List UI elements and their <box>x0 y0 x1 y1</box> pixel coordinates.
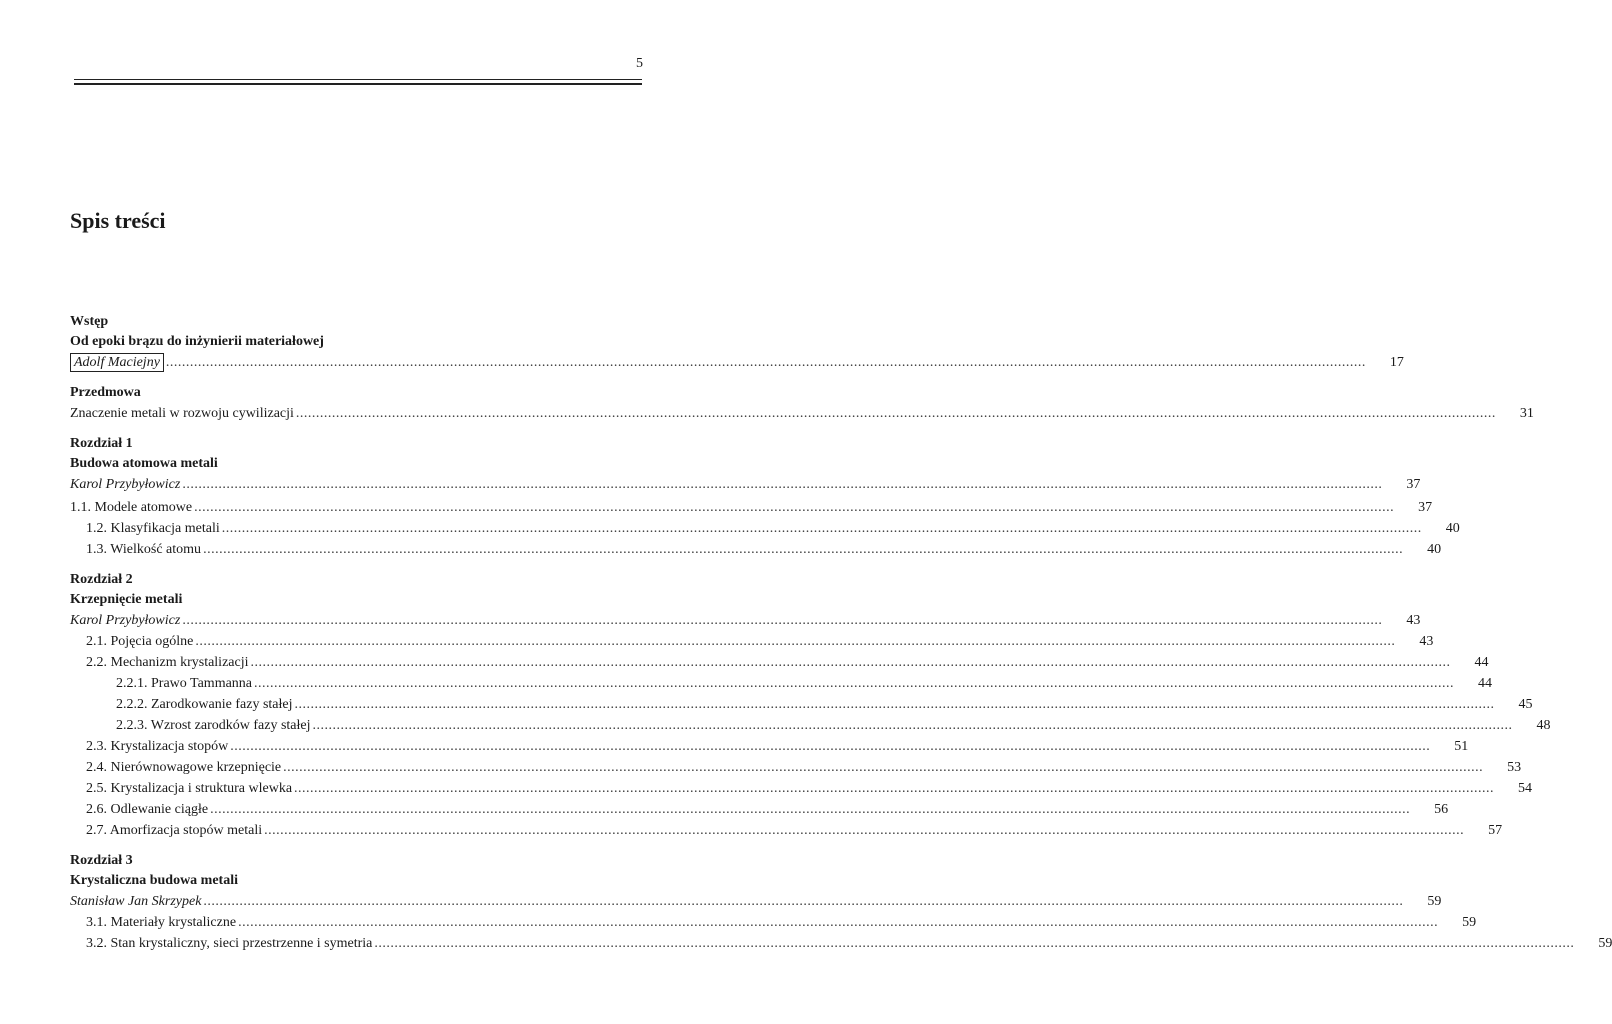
toc-entry[interactable] <box>70 778 1533 799</box>
author-name: Karol Przybyłowicz <box>70 477 181 492</box>
toc-section <box>70 570 1551 841</box>
toc-entry[interactable] <box>70 694 1533 715</box>
entry-title: 2.2.2. Zarodkowanie fazy stałej <box>116 697 293 712</box>
toc-entry[interactable] <box>70 715 1551 736</box>
page-ref: 17 <box>1389 355 1404 370</box>
page-ref: 43 <box>1419 634 1434 649</box>
entry-title: 2.3. Krystalizacja stopów <box>86 739 229 754</box>
page-ref: 59 <box>1427 894 1442 909</box>
dot-leader: ............................................................................................................................................................................................................................................................................................................ <box>283 760 1484 775</box>
entry-title: 1.2. Klasyfikacja metali <box>86 521 220 536</box>
toc-entry[interactable] <box>70 933 1612 954</box>
dot-leader: ............................................................................................................................................................................................................................................................................................................ <box>294 697 1495 712</box>
toc-section <box>70 312 1404 373</box>
dot-leader: ............................................................................................................................................................................................................................................................................................................ <box>210 802 1411 817</box>
toc-entry[interactable] <box>70 820 1503 841</box>
dot-leader: ............................................................................................................................................................................................................................................................................................................ <box>254 676 1455 691</box>
page-ref: 37 <box>1418 500 1433 515</box>
page-ref: 54 <box>1518 781 1533 796</box>
entry-title: 2.4. Nierównowagowe krzepnięcie <box>86 760 282 775</box>
entry-title: Znaczenie metali w rozwoju cywilizacji <box>70 406 294 421</box>
dot-leader: ............................................................................................................................................................................................................................................................................................................ <box>294 781 1495 796</box>
section-gap <box>70 424 640 434</box>
toc-entry[interactable] <box>70 403 1534 424</box>
section-heading: Rozdział 3 <box>70 853 133 868</box>
page-ref: 31 <box>1519 406 1534 421</box>
entry-title: 1.1. Modele atomowe <box>70 500 193 515</box>
author-name: Stanisław Jan Skrzypek <box>70 894 202 909</box>
section-heading: Budowa atomowa metali <box>70 456 218 471</box>
author-name: Adolf Maciejny <box>70 353 164 372</box>
entry-title: 2.2. Mechanizm krystalizacji <box>86 655 249 670</box>
section-heading: Rozdział 2 <box>70 572 133 587</box>
toc-author-entry[interactable] <box>70 610 1421 631</box>
toc-entry[interactable] <box>70 652 1489 673</box>
page-ref: 59 <box>1598 936 1612 951</box>
entry-title: 2.2.1. Prawo Tammanna <box>116 676 253 691</box>
dot-leader: ............................................................................................................................................................................................................................................................................................................ <box>195 634 1396 649</box>
header-rule-thin <box>74 79 642 80</box>
toc-entry[interactable] <box>70 539 1442 560</box>
page-number: 5 <box>636 56 643 71</box>
dot-leader: ............................................................................................................................................................................................................................................................................................................ <box>374 936 1575 951</box>
toc-entry[interactable] <box>70 673 1493 694</box>
page-ref: 40 <box>1445 521 1460 536</box>
section-heading: Przedmowa <box>70 385 141 400</box>
page-ref: 57 <box>1488 823 1503 838</box>
author-name: Karol Przybyłowicz <box>70 613 181 628</box>
toc-entry[interactable] <box>70 736 1469 757</box>
toc-author-entry[interactable] <box>70 891 1442 912</box>
header-rule-thick <box>74 83 642 85</box>
section-gap <box>70 841 640 851</box>
toc-entry[interactable] <box>70 912 1477 933</box>
entry-title: 1.3. Wielkość atomu <box>86 542 202 557</box>
section-gap <box>70 373 640 383</box>
entry-title: 2.2.3. Wzrost zarodków fazy stałej <box>116 718 311 733</box>
toc-title: Spis treści <box>70 208 166 233</box>
dot-leader: ............................................................................................................................................................................................................................................................................................................ <box>295 406 1496 421</box>
entry-title: 3.1. Materiały krystaliczne <box>86 915 237 930</box>
entry-title: 2.1. Pojęcia ogólne <box>86 634 194 649</box>
section-heading: Krystaliczna budowa metali <box>70 873 238 888</box>
toc-section <box>70 851 1612 954</box>
section-heading: Rozdział 1 <box>70 436 133 451</box>
dot-leader: ............................................................................................................................................................................................................................................................................................................ <box>203 894 1404 909</box>
dot-leader: ............................................................................................................................................................................................................................................................................................................ <box>182 613 1383 628</box>
page-ref: 43 <box>1406 613 1421 628</box>
entry-title: 2.6. Odlewanie ciągłe <box>86 802 209 817</box>
page-ref: 40 <box>1427 542 1442 557</box>
toc-author-entry[interactable] <box>70 474 1421 495</box>
page-ref: 44 <box>1474 655 1489 670</box>
dot-leader: ............................................................................................................................................................................................................................................................................................................ <box>221 521 1422 536</box>
dot-leader: ............................................................................................................................................................................................................................................................................................................ <box>165 355 1366 370</box>
page-ref: 53 <box>1507 760 1522 775</box>
toc-section <box>70 434 1460 560</box>
toc-entry[interactable] <box>70 799 1449 820</box>
toc-entry[interactable] <box>70 757 1522 778</box>
dot-leader: ............................................................................................................................................................................................................................................................................................................ <box>264 823 1465 838</box>
page-ref: 37 <box>1406 477 1421 492</box>
toc-section <box>70 383 1534 424</box>
page-ref: 45 <box>1518 697 1533 712</box>
dot-leader: ............................................................................................................................................................................................................................................................................................................ <box>182 477 1383 492</box>
dot-leader: ............................................................................................................................................................................................................................................................................................................ <box>238 915 1439 930</box>
section-heading: Krzepnięcie metali <box>70 592 183 607</box>
page-ref: 59 <box>1462 915 1477 930</box>
dot-leader: ............................................................................................................................................................................................................................................................................................................ <box>194 500 1395 515</box>
dot-leader: ............................................................................................................................................................................................................................................................................................................ <box>312 718 1513 733</box>
dot-leader: ............................................................................................................................................................................................................................................................................................................ <box>250 655 1451 670</box>
entry-title: 2.7. Amorfizacja stopów metali <box>86 823 263 838</box>
entry-title: 3.2. Stan krystaliczny, sieci przestrzenne i symetria <box>86 936 373 951</box>
entry-title: 2.5. Krystalizacja i struktura wlewka <box>86 781 293 796</box>
table-of-contents <box>70 312 1612 954</box>
toc-entry[interactable] <box>70 518 1460 539</box>
toc-author-entry[interactable] <box>70 352 1404 373</box>
page-ref: 51 <box>1454 739 1469 754</box>
section-heading: Wstęp <box>70 314 109 329</box>
section-gap <box>70 560 640 570</box>
dot-leader: ............................................................................................................................................................................................................................................................................................................ <box>203 542 1404 557</box>
page-ref: 44 <box>1478 676 1493 691</box>
page-ref: 56 <box>1434 802 1449 817</box>
toc-entry[interactable] <box>70 497 1433 518</box>
dot-leader: ............................................................................................................................................................................................................................................................................................................ <box>230 739 1431 754</box>
toc-entry[interactable] <box>70 631 1434 652</box>
page-ref: 48 <box>1536 718 1551 733</box>
section-heading: Od epoki brązu do inżynierii materiałowej <box>70 334 324 349</box>
